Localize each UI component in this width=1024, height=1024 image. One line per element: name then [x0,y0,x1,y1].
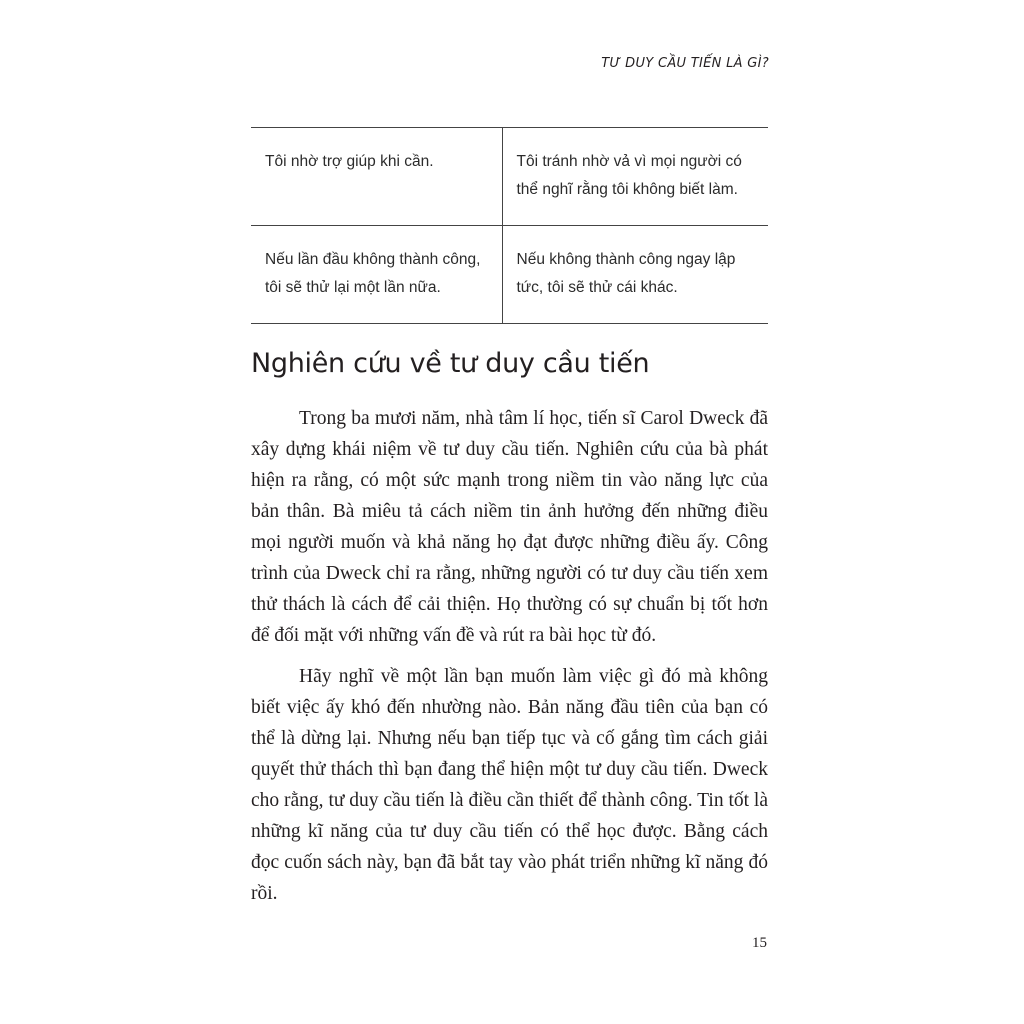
table-row [251,128,768,226]
body-text [251,403,768,919]
table-cell-fixed: Tôi tránh nhờ vả vì mọi người có thể nghĩ rằng tôi không biết làm. [516,153,742,198]
table-cell-growth: Nếu lần đầu không thành công, tôi sẽ thử lại một lần nữa. [251,226,502,324]
table-cell-growth: Tôi nhờ trợ giúp khi cần. [251,128,502,226]
running-header: TƯ DUY CẦU TIẾN LÀ GÌ? [601,56,769,71]
table-row [251,226,768,324]
paragraph: Trong ba mươi năm, nhà tâm lí học, tiến sĩ Carol Dweck đã xây dựng khái niệm về tư duy cầu tiến. Nghiên cứu của bà phát hiện ra rằng, có một sức mạnh trong niềm tin vào năng lực của bản thân. Bà miêu tả cách niềm tin ảnh hưởng đến những điều mọi người muốn và khả năng họ đạt được những điều ấy. Công trình của Dweck chỉ ra rằng, những người có tư duy cầu tiến xem thử thách là cách để cải thiện. Họ thường có sự chuẩn bị tốt hơn để đối mặt với những vấn đề và rút ra bài học từ đó. [251,408,768,646]
page-number: 15 [752,935,767,951]
section-heading: Nghiên cứu về tư duy cầu tiến [251,348,650,379]
paragraph: Hãy nghĩ về một lần bạn muốn làm việc gì đó mà không biết việc ấy khó đến nhường nào. Bản năng đầu tiên của bạn có thể là dừng lại. Nhưng nếu bạn tiếp tục và cố gắng tìm cách giải quyết thử thách thì bạn đang thể hiện một tư duy cầu tiến. Dweck cho rằng, tư duy cầu tiến là điều cần thiết để thành công. Tin tốt là những kĩ năng của tư duy cầu tiến có thể học được. Bằng cách đọc cuốn sách này, bạn đã bắt tay vào phát triển những kĩ năng đó rồi. [251,666,768,904]
table-cell-fixed: Nếu không thành công ngay lập tức, tôi sẽ thử cái khác. [516,251,736,296]
comparison-table [251,127,768,324]
